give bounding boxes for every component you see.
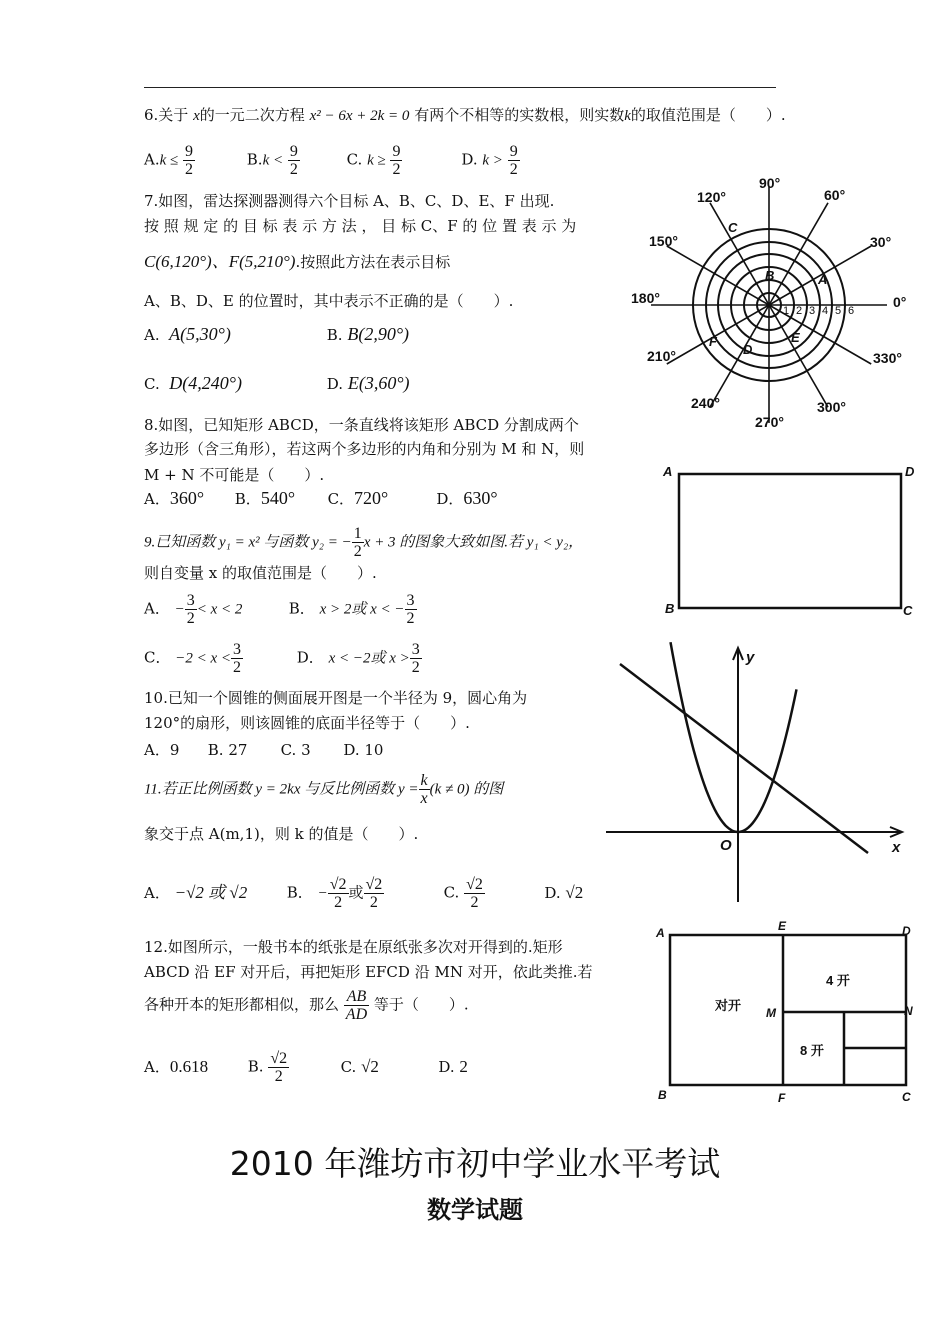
option-a: A．9 xyxy=(144,741,180,759)
option-a: A． − $\frac{3}{2}$ < x < 2 xyxy=(144,592,243,627)
angle-270: 270° xyxy=(755,414,784,430)
point-e: E xyxy=(778,919,787,933)
vertex-c: C xyxy=(903,603,913,618)
option-c: C．720° xyxy=(327,488,389,508)
question-12-line-2: ABCD 沿 EF 对开后，再把矩形 EFCD 沿 MN 对开，依此类推.若 xyxy=(144,963,593,981)
option-a: A．360° xyxy=(144,488,205,508)
question-12-line-3: 各种开本的矩形都相似，那么 $\frac{AB}{AD}$ 等于（ ）. xyxy=(144,988,469,1023)
point-n: N xyxy=(904,1004,913,1018)
option-c: C. √2 xyxy=(340,1056,379,1076)
angle-180: 180° xyxy=(631,290,660,306)
question-7-options-row-1 xyxy=(144,324,409,345)
target-b: B xyxy=(765,268,775,283)
option-d: D． x < −2或 x > $\frac{3}{2}$ xyxy=(296,641,420,676)
ring-label-6: 6 xyxy=(848,305,855,317)
target-f: F xyxy=(709,334,717,349)
question-6-options xyxy=(144,143,520,178)
option-b: B. 27 xyxy=(207,741,248,759)
origin-label: O xyxy=(720,837,732,854)
option-b: B. B(2,90°) xyxy=(326,324,410,344)
question-7-line-1: 7.如图，雷达探测器测得六个目标 A、B、C、D、E、F 出现. xyxy=(144,192,555,210)
parabola-y1 xyxy=(671,642,797,832)
target-c: C xyxy=(728,220,738,235)
paper-fold-diagram xyxy=(650,915,925,1110)
question-7-line-2: 按 照 规 定 的 目 标 表 示 方 法 ， 目 标 C、F 的 位 置 表 示 为 xyxy=(144,217,577,235)
option-d: D. k > $\frac{9}{2}$ xyxy=(461,143,518,178)
question-11-line-1: 11.若正比例函数 y = 2kx 与反比例函数 y = $\frac{k}{x}$ (k ≠ 0) 的图 xyxy=(144,772,504,807)
angle-300: 300° xyxy=(817,399,846,415)
question-11-options xyxy=(144,876,583,911)
option-d: D．630° xyxy=(436,488,498,508)
question-10-options xyxy=(144,739,383,760)
ring-label-3: 3 xyxy=(809,305,816,317)
option-d: D. 10 xyxy=(343,741,384,759)
point-m: M xyxy=(766,1006,776,1020)
function-graph xyxy=(600,640,910,905)
option-b: B． x > 2或 x < − $\frac{3}{2}$ xyxy=(288,592,415,627)
option-c: C. k ≥ $\frac{9}{2}$ xyxy=(346,143,401,178)
target-e: E xyxy=(791,330,800,345)
x-axis-label: x xyxy=(892,839,901,856)
question-10-line-1: 10.已知一个圆锥的侧面展开图是一个半径为 9，圆心角为 xyxy=(144,689,528,707)
question-11-line-2: 象交于点 A(m,1)，则 k 的值是（ ）. xyxy=(144,825,419,843)
vertex-a: A xyxy=(656,926,665,940)
option-c: C. 3 xyxy=(280,741,311,759)
option-a: A. A(5,30°) xyxy=(144,324,231,344)
option-a: A．0.618 xyxy=(144,1056,209,1076)
question-6: 6.关于 x的一元二次方程 x² − 6x + 2k = 0 有两个不相等的实数根，则实数k的取值范围是（ ）. xyxy=(144,106,786,124)
angle-330: 330° xyxy=(873,350,902,366)
question-9-line-2: 则自变量 x 的取值范围是（ ）. xyxy=(144,564,377,582)
ring-label-5: 5 xyxy=(835,305,842,317)
angle-240: 240° xyxy=(691,395,720,411)
option-b: B． − $\frac{√2}{2}$ 或 $\frac{√2}{2}$ xyxy=(286,876,383,911)
rectangle-abcd xyxy=(679,474,901,608)
option-c: C. $\frac{√2}{2}$ xyxy=(443,876,483,911)
ring-label-2: 2 xyxy=(796,305,803,317)
option-b: B.k < $\frac{9}{2}$ xyxy=(246,143,298,178)
vertex-b: B xyxy=(665,601,675,616)
y-axis-label: y xyxy=(746,649,755,666)
option-d: D. E(3,60°) xyxy=(326,373,410,393)
header-rule xyxy=(144,87,776,88)
question-10-line-2: 120°的扇形，则该圆锥的底面半径等于（ ）. xyxy=(144,714,470,732)
angle-0: 0° xyxy=(893,294,907,310)
option-d: D. √2 xyxy=(544,882,584,902)
question-7-line-3: C(6,120°)、F(5,210°).按照此方法在表示目标 xyxy=(144,252,451,271)
option-a: A.k ≤ $\frac{9}{2}$ xyxy=(144,143,194,178)
radar-diagram xyxy=(625,170,925,435)
vertex-d: D xyxy=(905,464,915,479)
question-12-options xyxy=(144,1050,468,1085)
vertex-c: C xyxy=(902,1090,911,1104)
angle-120: 120° xyxy=(697,189,726,205)
question-7-line-4: A、B、D、E 的位置时，其中表示不正确的是（ ）. xyxy=(144,292,514,310)
question-8-line-1: 8.如图，已知矩形 ABCD，一条直线将该矩形 ABCD 分割成两个 xyxy=(144,416,579,434)
question-9-options-row-1 xyxy=(144,592,417,627)
angle-210: 210° xyxy=(647,348,676,364)
question-8-line-2: 多边形（含三角形），若这两个多边形的内角和分别为 M 和 N，则 xyxy=(144,440,585,458)
target-d: D xyxy=(743,342,753,357)
point-f: F xyxy=(778,1091,786,1105)
option-c: C. D(4,240°) xyxy=(144,373,242,393)
question-8-line-3: M + N 不可能是（ ）. xyxy=(144,466,325,484)
line-y2 xyxy=(620,664,868,853)
question-7-options-row-2 xyxy=(144,373,410,394)
angle-90: 90° xyxy=(759,175,781,191)
ring-label-1: 1 xyxy=(783,305,790,317)
rectangle-abcd-diagram xyxy=(655,458,925,623)
rectangle-abcd xyxy=(670,935,906,1085)
vertex-d: D xyxy=(902,924,911,938)
label-quarter: 4 开 xyxy=(826,973,850,988)
question-8-options xyxy=(144,488,498,509)
angle-60: 60° xyxy=(824,187,846,203)
angle-30: 30° xyxy=(870,234,892,250)
option-b: B. $\frac{√2}{2}$ xyxy=(247,1050,288,1085)
exam-title: 2010 年潍坊市初中学业水平考试 xyxy=(229,1144,721,1183)
label-half: 对开 xyxy=(715,998,742,1013)
exam-subtitle: 数学试题 xyxy=(427,1196,523,1224)
option-c: C． −2 < x < $\frac{3}{2}$ xyxy=(144,641,242,676)
option-b: B．540° xyxy=(234,488,296,508)
angle-150: 150° xyxy=(649,233,678,249)
question-12-line-1: 12.如图所示，一般书本的纸张是在原纸张多次对开得到的.矩形 xyxy=(144,938,563,956)
vertex-b: B xyxy=(658,1088,667,1102)
vertex-a: A xyxy=(663,464,673,479)
question-9-line-1: 9.已知函数 y₁ = x² 与函数 y₂ = − $\frac{1}{2}$ x + 3 的图象大致如图.若 y₁ < y₂， xyxy=(144,525,584,560)
label-eighth: 8 开 xyxy=(800,1043,824,1058)
option-d: D. 2 xyxy=(438,1056,468,1076)
target-a: A xyxy=(818,272,828,287)
option-a: A． −√2 或 √2 xyxy=(144,882,248,902)
question-9-options-row-2 xyxy=(144,641,422,676)
ring-label-4: 4 xyxy=(822,305,829,317)
